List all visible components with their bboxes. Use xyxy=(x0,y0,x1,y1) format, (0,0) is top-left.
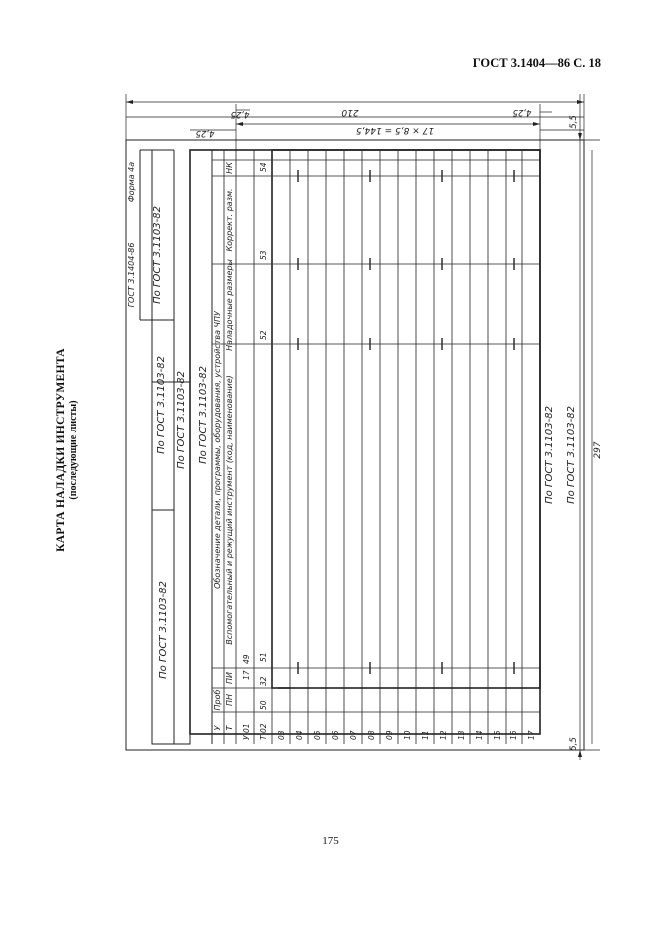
row-label: 13 xyxy=(457,730,466,740)
page-number: 175 xyxy=(322,835,339,847)
label-u: У xyxy=(213,725,222,731)
label-32: 32 xyxy=(259,676,268,686)
row-label: 08 xyxy=(367,730,376,740)
data-area-frame xyxy=(272,150,540,688)
row-label: 07 xyxy=(349,730,358,740)
col-prob: Проб xyxy=(213,689,222,711)
ref-gost-1: По ГОСТ 3.1103-82 xyxy=(152,206,163,304)
row-label: 15 xyxy=(493,730,502,740)
col-sizes: Наладочные размеры xyxy=(225,259,234,351)
row-label: 10 xyxy=(403,730,412,740)
col-pn: ПН xyxy=(225,693,234,707)
row-label: 06 xyxy=(331,730,340,740)
row-label: 04 xyxy=(295,730,304,740)
row-label: 12 xyxy=(439,730,448,740)
col-instrument: Вспомогательный и режущий инструмент (код, наименование) xyxy=(225,375,234,645)
col-corr: Коррект. разм. xyxy=(225,188,234,252)
dim-width-total: 210 xyxy=(341,107,359,117)
dimension-arrows xyxy=(126,100,584,757)
label-t: Т xyxy=(225,725,234,731)
row-label: 09 xyxy=(385,730,394,740)
row-label: Т 02 xyxy=(259,723,268,740)
ref-gost-5: По ГОСТ 3.1103-82 xyxy=(158,581,169,679)
doc-code: ГОСТ 3.1404-86 xyxy=(127,242,136,308)
row-label: 16 xyxy=(509,730,518,740)
form-outer-frame xyxy=(126,140,584,750)
ref-gost-2: По ГОСТ 3.1103-82 xyxy=(156,356,167,454)
row-labels xyxy=(242,723,536,740)
row-label: 17 xyxy=(527,730,536,740)
card-title-subtitle: (последующие листы) xyxy=(68,400,79,500)
dim-bottom-margin: 5,5 xyxy=(569,737,579,751)
label-53: 53 xyxy=(259,250,268,260)
dim-margin-bottom: 4,25 xyxy=(230,109,250,119)
table-frame xyxy=(190,150,540,734)
dim-inner-width: 17 × 8,5 = 144,5 xyxy=(355,125,435,135)
ref-gost-6: По ГОСТ 3.1103-82 xyxy=(544,406,555,504)
dim-margin-left: 4,25 xyxy=(195,128,215,138)
label-49: 49 xyxy=(242,654,251,664)
dim-margin-right: 4,25 xyxy=(512,107,532,117)
label-17: 17 xyxy=(242,670,251,680)
dim-top-margin: 5,5 xyxy=(569,115,579,129)
form-name: Форма 4а xyxy=(127,161,136,203)
row-label: 11 xyxy=(421,730,430,740)
row-label: 05 xyxy=(313,730,322,740)
card-title-main: КАРТА НАЛАДКИ ИНСТРУМЕНТА xyxy=(55,348,67,552)
row-label: У 01 xyxy=(242,723,251,740)
ref-gost-4: По ГОСТ 3.1103-82 xyxy=(198,366,209,464)
label-52: 52 xyxy=(259,330,268,340)
row-label: 14 xyxy=(475,730,484,740)
col-header-main: Обозначение детали, программы, оборудования, устройства ЧПУ xyxy=(213,311,222,589)
label-54: 54 xyxy=(259,162,268,172)
col-pi: ПИ xyxy=(225,672,234,684)
col-hk: НК xyxy=(225,162,234,174)
row-label: 03 xyxy=(277,730,286,740)
tick-marks xyxy=(278,170,514,688)
ref-gost-7: По ГОСТ 3.1103-82 xyxy=(566,406,577,504)
label-51: 51 xyxy=(259,652,268,662)
ref-gost-3: По ГОСТ 3.1103-82 xyxy=(176,371,187,469)
dim-height-total: 297 xyxy=(593,441,603,459)
label-50: 50 xyxy=(259,700,268,710)
page-header-standard: ГОСТ 3.1404—86 С. 18 xyxy=(472,56,601,70)
